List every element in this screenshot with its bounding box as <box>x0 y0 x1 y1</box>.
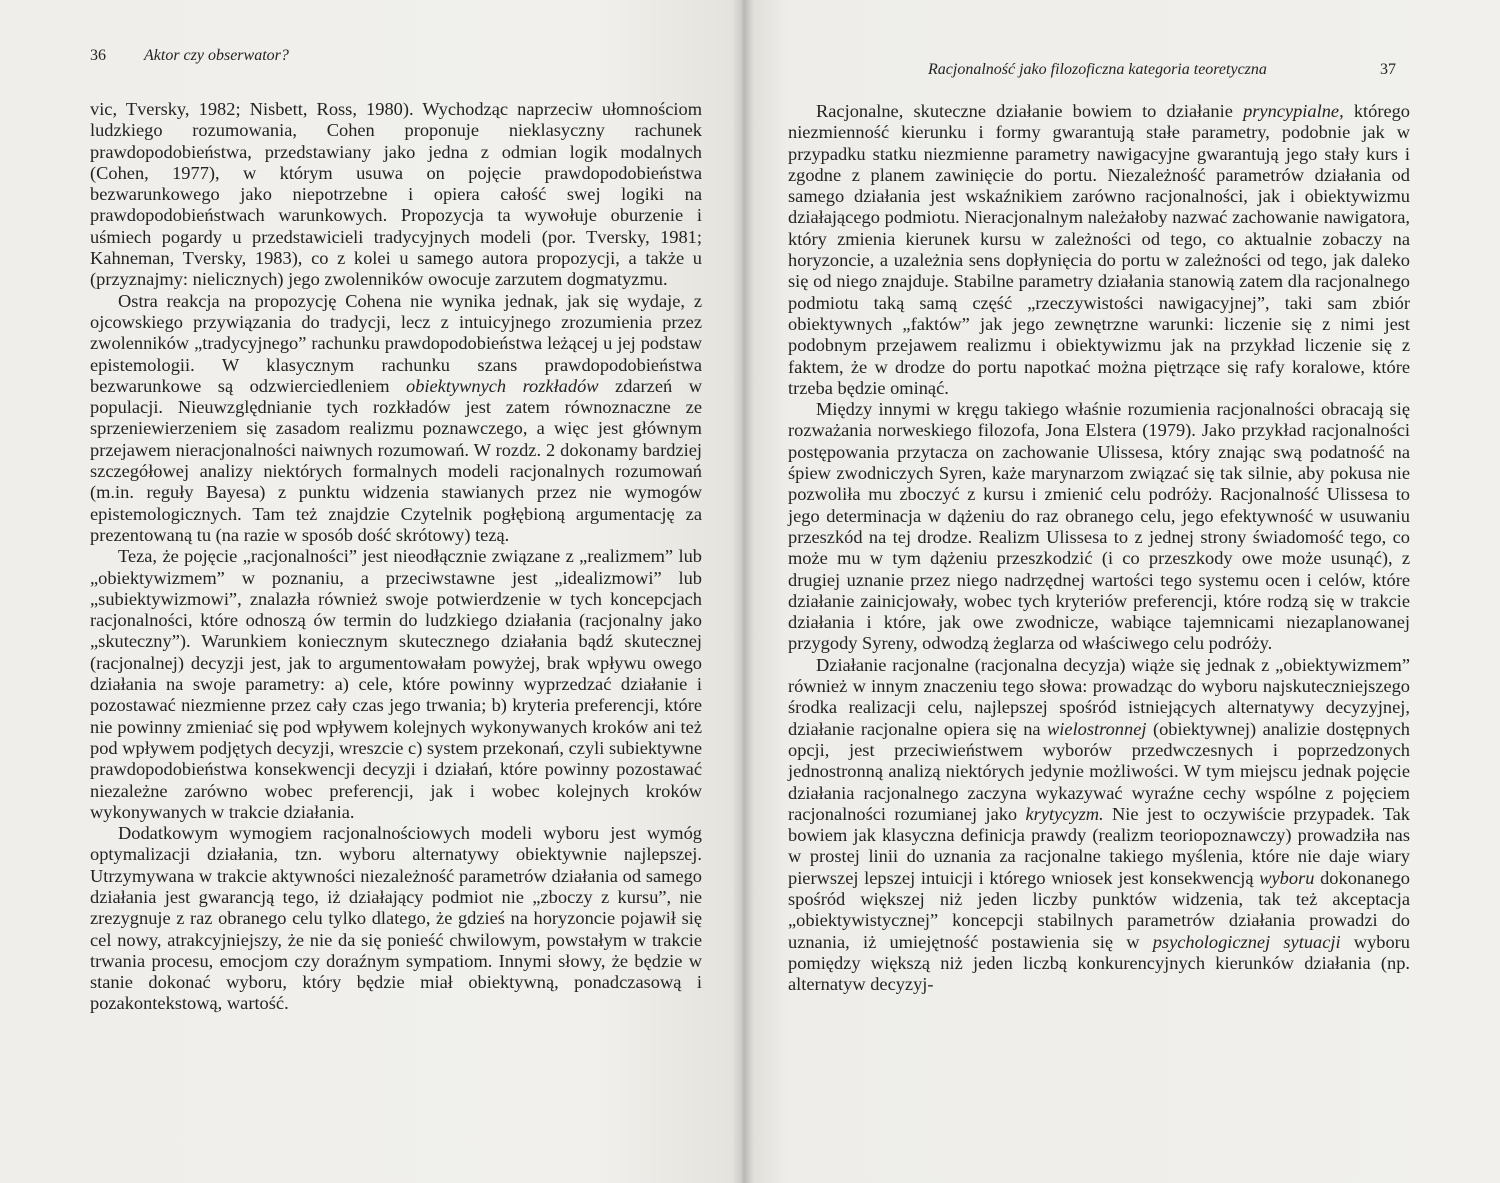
left-page-body <box>90 99 702 1015</box>
text-run: (obiektywnej) analizie dostępnych opcji, jest przeciwieństwem wyborów przedwczesnych i poprzedzonych jednostronną analizą niektórych jedynie możliwości. W tym miejscu jednak pojęcie działania racjonalnego zaczyna wykazywać wyraźne cechy wspólne z pojęciem racjonalności rozumianej jako <box>788 718 1410 824</box>
italic-text: obiektywnych rozkładów <box>406 375 599 396</box>
text-run: Działanie racjonalne (racjonalna decyzja) wiąże się jednak z „obiektywizmem” również w innym znaczeniu tego słowa: prowadząc do wyboru najskuteczniejszego środka realizacji celu, najlepszej spośród istniejących alternatywy decyzyjnej, działanie racjonalne opiera się na <box>788 654 1410 739</box>
paragraph <box>90 291 702 547</box>
paragraph <box>788 399 1410 655</box>
right-page-number: 37 <box>1380 61 1396 78</box>
italic-text: krytycyzm. <box>1025 803 1104 824</box>
italic-text: wielostronnej <box>1047 718 1147 739</box>
paragraph <box>90 99 702 291</box>
paragraph <box>788 101 1410 399</box>
paragraph <box>788 655 1410 996</box>
text-run: wyboru pomiędzy większą niż jeden liczbą konkurencyjnych kierunków działania (np. alternatyw decyzyj- <box>788 931 1410 995</box>
italic-text: wyboru <box>1259 867 1315 888</box>
right-page-body <box>788 101 1410 995</box>
left-running-title: Aktor czy obserwator? <box>144 47 289 64</box>
italic-text: psychologicznej sytuacji <box>1152 931 1341 952</box>
paragraph <box>90 823 702 1015</box>
text-run: Ostra reakcja na propozycję Cohena nie wynika jednak, jak się wydaje, z ojcowskiego przywiązania do tradycji, lecz z intuicyjnego zrozumienia przez zwolenników „tradycyjnego” rachunku prawdopodobieństwa leżącej u jej podstaw epistemologii. W klasycznym rachunku szans prawdopodobieństwa bezwarunkowe są odzwierciedleniem <box>90 290 702 396</box>
text-run: którego niezmienność kierunku i formy gwarantują stałe parametry, podobnie jak w przypadku statku niezmienne parametry nawigacyjne gwarantują jego stały kurs i zgodne z planem zawinięcie do portu. Niezależność parametrów działania od samego działania jest wskaźnikiem zarówno racjonalności, jak i obiektywizmu działającego podmiotu. Nieracjonalnym należałoby nazwać zachowanie nawigatora, który zmienia kierunek kursu w zależności od tego, co aktualnie zobaczy na horyzoncie, a uzależnia sens dopłynięcia do portu w zależności od tego, jak daleko się od niego znajduje. Stabilne parametry działania stanowią zatem dla racjonalnego podmiotu taką samą część „rzeczywistości nawigacyjnej”, taki sam zbiór obiektywnych „faktów” jak jego zewnętrzne warunki: liczenie się z nimi jest podobnym przejawem realizmu i obiektywizmu jak na przykład liczenie się z faktem, że w drodze do portu napotkać można piętrzące się rafy koralowe, które trzeba będzie ominąć. <box>788 101 1411 398</box>
left-page <box>0 0 742 1183</box>
text-run: Między innymi w kręgu takiego właśnie rozumienia racjonalności obracają się rozważania norweskiego filozofa, Jona Elstera (1979). Jako przykład racjonalności postępowania przytacza on zachowanie Ulissesa, który znając swą podatność na śpiew zwodniczych Syren, każe marynarzom związać się tak silnie, aby pokusa nie pozwoliła mu zboczyć z kursu i zmienić celu podróży. Racjonalność Ulissesa to jego determinacja w dążeniu do raz obranego celu, jego efektywność w usuwaniu przeszkód na tej drodze. Realizm Ulissesa to z jednej strony świadomość tego, co może mu w tym dążeniu przeszkodzić (i co przeszkody owe może usunąć), z drugiej uznanie przez niego nadrzędnej wartości tego systemu ocen i celów, które działanie zainicjowały, wobec tych kryteriów preferencji, które rodzą się w trakcie działania i które, jak owe zwodnicze, wabiące tajemnicami niezaplanowanej przygody Syreny, odwodzą żeglarza od właściwego celu podróży. <box>788 399 1410 654</box>
text-run: Nie jest to oczywiście przypadek. Tak bowiem jak klasyczna definicja prawdy (realizm teoriopoznawczy) prowadziła nas w prostej linii do uznania za racjonalne takiego myślenia, które nie daje wiary pierwszej lepszej intuicji i którego wniosek jest konsekwencją <box>788 803 1410 888</box>
italic-text: pryncypialne, <box>1243 101 1344 121</box>
book-gutter <box>732 0 754 1183</box>
text-run: Teza, że pojęcie „racjonalności” jest nieodłącznie związane z „realizmem” lub „obiektywizmem” w poznaniu, a przeciwstawne jest „idealizmowi” lub „subiektywizmowi”, znalazła również swoje potwierdzenie w tych koncepcjach racjonalności, które odnoszą ów termin do ludzkiego działania (racjonalny jako „skuteczny”). Warunkiem koniecznym skutecznego działania bądź skutecznej (racjonalnej) decyzji jest, jak to argumentowałam powyżej, brak wpływu owego działania na swoje parametry: a) cele, które powinny wyprzedzać działanie i pozostawać niezmienne przez cały czas jego trwania; b) kryteria preferencji, które nie powinny zmieniać się pod wpływem kolejnych wykonywanych kroków ani też pod wpływem podjętych decyzji, wreszcie c) system przekonań, czyli subiektywne prawdopodobieństwa konsekwencji decyzji i działań, które powinny pozostawać niezależne zarówno wobec preferencji, jak i wobec kolejnych kroków wykonywanych w trakcie działania. <box>90 546 702 822</box>
paragraph <box>90 546 702 823</box>
left-page-number: 36 <box>90 47 106 64</box>
left-page-header <box>90 47 289 65</box>
text-run: Racjonalne, skuteczne działanie bowiem to działanie <box>816 101 1244 121</box>
right-running-title: Racjonalność jako filozoficzna kategoria teoretyczna <box>928 61 1267 78</box>
text-run: dokonanego spośród większej niż jeden liczby punktów widzenia, tak też akceptacja „obiektywistycznej” koncepcji stabilnych parametrów działania prowadzi do uznania, iż umiejętność postawienia się w <box>788 867 1410 952</box>
text-run: vic, Tversky, 1982; Nisbett, Ross, 1980). Wychodząc naprzeciw ułomnościom ludzkiego rozumowania, Cohen proponuje nieklasyczny rachunek prawdopodobieństwa, przedstawiany jako jedna z odmian logik modalnych (Cohen, 1977), w którym usuwa on pojęcie prawdopodobieństwa bezwarunkowego jako niepotrzebne i opiera całość swej logiki na prawdopodobieństwach warunkowych. Propozycja ta wywołuje oburzenie i uśmiech pogardy u przedstawicieli tradycyjnych modeli (por. Tversky, 1981; Kahneman, Tversky, 1983), co z kolei u samego autora propozycji, a także u (przyznajmy: nielicznych) jego zwolenników owocuje zarzutem dogmatyzmu. <box>90 99 702 290</box>
text-run: zdarzeń w populacji. Nieuwzględnianie tych rozkładów jest zatem równoznaczne ze sprzeniewierzeniem się zasadom realizmu poznawczego, a więc jest głównym przejawem nieracjonalności naiwnych rozumowań. W rozdz. 2 dokonamy bardziej szczegółowej analizy niektórych formalnych modeli racjonalnych rozumowań (m.in. reguły Bayesa) z punktu widzenia stawianych przez nie wymogów epistemologicznych. Tam też znajdzie Czytelnik pogłębioną argumentację za prezentowaną tu (na razie w sposób dość skrótowy) tezą. <box>90 375 702 545</box>
text-run: Dodatkowym wymogiem racjonalnościowych modeli wyboru jest wymóg optymalizacji działania, tzn. wyboru alternatywy obiektywnie najlepszej. Utrzymywana w trakcie aktywności niezależność parametrów działania od samego działania jest gwarancją tego, iż działający podmiot nie „zboczy z kursu”, nie zrezygnuje z raz obranego celu tylko dlatego, że gdzieś na horyzoncie pojawił się cel nowy, atrakcyjniejszy, że nie da się ponieść chwilowym, powstałym w trakcie trwania procesu, emocjom czy doraźnym sympatiom. Innymi słowy, że będzie w stanie dokonać wyboru, który będzie miał obiektywną, ponadczasową i pozakontekstową, wartość. <box>90 823 702 1014</box>
